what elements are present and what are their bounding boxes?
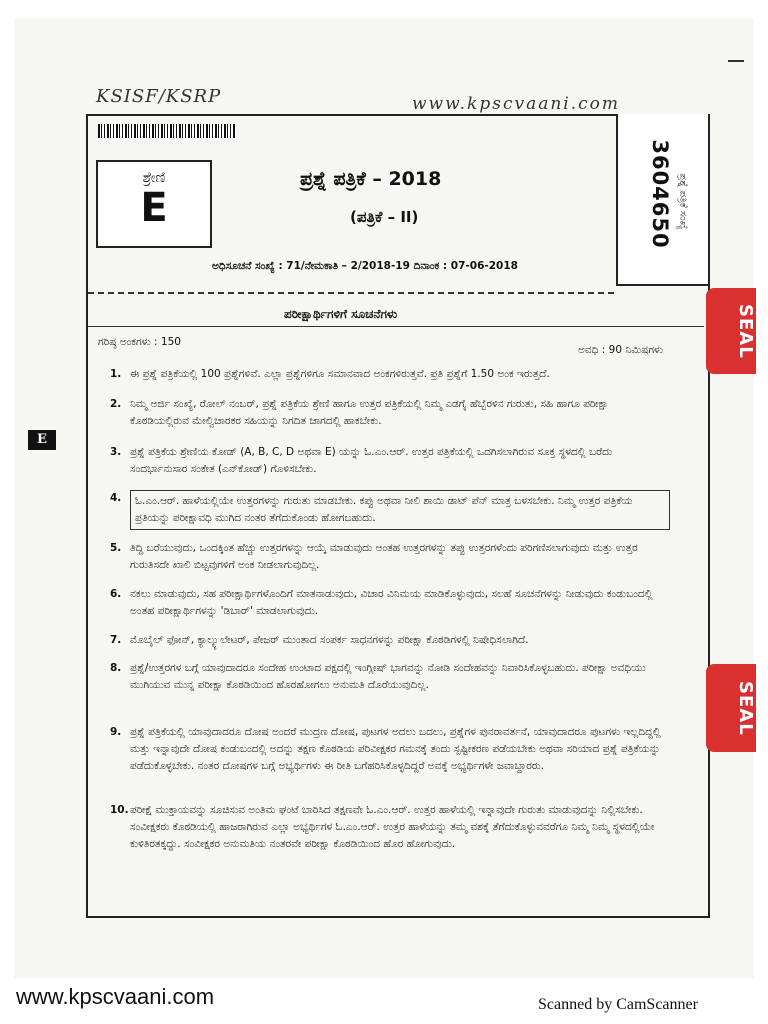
instruction-item xyxy=(110,444,670,478)
instruction-item xyxy=(110,802,670,853)
instruction-number: 1. xyxy=(110,368,122,380)
instruction-number: 9. xyxy=(110,726,122,738)
instruction-text: ಪ್ರಶ್ನೆ ಪತ್ರಿಕೆಯ ಶ್ರೇಣಿಯ ಕೋಡ್ (A, B, C, D ಅಥವಾ E) ಯನ್ನು ಓ.ಎಂ.ಆರ್. ಉತ್ತರ ಪತ್ರಿಕೆಯಲ್ಲಿ ಒದಗಿಸಲಾಗಿರುವ ಸೂಕ್ತ ಸ್ಥಳದಲ್ಲಿ ಬರೆದು ಸಂದರ್ಭಾನುಸಾರ ಸಂಕೇತ (ಎನ್‌ಕೋಡ್) ಗೊಳಿಸಬೇಕು. xyxy=(130,446,613,475)
instruction-item xyxy=(110,586,670,620)
instruction-text: ಪ್ರಶ್ನೆ/ಉತ್ತರಗಳ ಬಗ್ಗೆ ಯಾವುದಾದರೂ ಸಂದೇಹ ಉಂಟಾದ ಪಕ್ಷದಲ್ಲಿ ಇಂಗ್ಲೀಷ್ ಭಾಗವನ್ನು ನೋಡಿ ಸಂದೇಹವನ್ನು ನಿವಾರಿಸಿಕೊಳ್ಳಬಹುದು. ಪರೀಕ್ಷಾ ಅವಧಿಯು ಮುಗಿಯುವ ಮುನ್ನ ಪರೀಕ್ಷಾ ಕೊಠಡಿಯಿಂದ ಹೊರಹೋಗಲು ಅನುಮತಿ ದೊರೆಯುವುದಿಲ್ಲ. xyxy=(130,662,646,691)
duration: ಅವಧಿ : 90 ನಿಮಿಷಗಳು xyxy=(578,344,664,356)
instruction-number: 4. xyxy=(110,492,122,504)
booklet-number-label: ಪ್ರಶ್ನೆ ಪತ್ರಿಕೆ ಸಂಖ್ಯೆ xyxy=(677,173,689,230)
instruction-text: ಮೊಬೈಲ್ ಫೋನ್, ಕ್ಯಾಲ್ಕ್ಯುಲೇಟರ್, ಪೇಜರ್ ಮುಂತಾದ ಸಂಪರ್ಕ ಸಾಧನಗಳನ್ನು ಪರೀಕ್ಷಾ ಕೊಠಡಿಗಳಲ್ಲಿ ನಿಷೇಧಿಸಲಾಗಿದೆ. xyxy=(130,634,529,646)
instruction-text: ತಿದ್ದಿ ಬರೆಯುವುದು, ಒಂದಕ್ಕಿಂತ ಹೆಚ್ಚು ಉತ್ತರಗಳನ್ನು ಆಯ್ಕೆ ಮಾಡುವುದು ಅಂತಹ ಉತ್ತರಗಳನ್ನು ತಪ್ಪು ಉತ್ತರಗಳೆಂದು ಪರಿಗಣಿಸಲಾಗುವುದು ಮತ್ತು ಉತ್ತರ ಗುರುತಿಸದೇ ಖಾಲಿ ಬಿಟ್ಟವುಗಳಿಗೆ ಅಂಕ ನೀಡಲಾಗುವುದಿಲ್ಲ. xyxy=(130,542,638,571)
total-marks: ಗರಿಷ್ಠ ಅಂಕಗಳು : 150 xyxy=(98,336,181,348)
booklet-number: 3604650 xyxy=(648,139,672,249)
instruction-number: 7. xyxy=(110,634,122,646)
instruction-text: ಓ.ಎಂ.ಆರ್. ಹಾಳೆಯಲ್ಲಿಯೇ ಉತ್ತರಗಳನ್ನು ಗುರುತು ಮಾಡಬೇಕು. ಕಪ್ಪು ಅಥವಾ ನೀಲಿ ಶಾಯಿ ಡಾಟ್ ಪೆನ್ ಮಾತ್ರ ಬಳಸಬೇಕು. ನಿಮ್ಮ ಉತ್ತರ ಪತ್ರಿಕೆಯ ಪ್ರತಿಯನ್ನು ಪರೀಕ್ಷಾವಧಿ ಮುಗಿದ ನಂತರ ತೆಗೆದುಕೊಂಡು ಹೋಗಬಹುದು. xyxy=(130,490,670,530)
instruction-item xyxy=(110,632,670,649)
seal-tab-top: SEAL xyxy=(706,288,756,374)
instruction-text: ಈ ಪ್ರಶ್ನೆ ಪತ್ರಿಕೆಯಲ್ಲಿ 100 ಪ್ರಶ್ನೆಗಳಿವೆ. ಎಲ್ಲಾ ಪ್ರಶ್ನೆಗಳಿಗೂ ಸಮಾನವಾದ ಅಂಕಗಳಿರುತ್ತವೆ. ಪ್ರತಿ ಪ್ರಶ್ನೆಗೆ 1.50 ಅಂಕ ಇರುತ್ತದೆ. xyxy=(130,368,550,380)
instruction-item xyxy=(110,366,670,383)
instruction-item xyxy=(110,396,670,430)
instructions-heading: ಪರೀಕ್ಷಾರ್ಥಿಗಳಿಗೆ ಸೂಚನೆಗಳು xyxy=(284,307,398,321)
seal-tab-bottom: SEAL xyxy=(706,664,756,752)
series-label: ಶ್ರೇಣಿ xyxy=(142,170,166,186)
instruction-item xyxy=(110,490,670,530)
instruction-text: ನಕಲು ಮಾಡುವುದು, ಸಹ ಪರೀಕ್ಷಾರ್ಥಿಗಳೊಂದಿಗೆ ಮಾತನಾಡುವುದು, ವಿಚಾರ ವಿನಿಮಯ ಮಾಡಿಕೊಳ್ಳುವುದು, ಸಲಹೆ ಸೂಚನೆಗಳನ್ನು ನೀಡುವುದು ಕಂಡುಬಂದಲ್ಲಿ ಅಂತಹ ಪರೀಕ್ಷಾರ್ಥಿಗಳನ್ನು 'ಡಿಬಾರ್' ಮಾಡಲಾಗುವುದು. xyxy=(130,588,653,617)
instruction-number: 5. xyxy=(110,542,122,554)
dashed-divider xyxy=(88,292,614,294)
instruction-number: 2. xyxy=(110,398,122,410)
instruction-number: 8. xyxy=(110,662,122,674)
instruction-number: 10. xyxy=(110,804,129,816)
series-letter: E xyxy=(140,185,168,231)
instruction-item xyxy=(110,540,670,574)
paper-subtitle: (ಪತ್ರಿಕೆ – II) xyxy=(350,208,419,226)
series-box xyxy=(96,160,212,248)
instruction-item xyxy=(110,724,670,775)
instruction-text: ನಿಮ್ಮ ಅರ್ಜಿ ಸಂಖ್ಯೆ, ರೋಲ್ ನಂಬರ್, ಪ್ರಶ್ನೆ ಪತ್ರಿಕೆಯ ಶ್ರೇಣಿ ಹಾಗೂ ಉತ್ತರ ಪತ್ರಿಕೆಯಲ್ಲಿ ನಿಮ್ಮ ಎಡಗೈ ಹೆಬ್ಬೆರಳಿನ ಗುರುತು, ಸಹಿ ಹಾಗೂ ಪರೀಕ್ಷಾ ಕೊಠಡಿಯಲ್ಲಿರುವ ಮೇಲ್ವಿಚಾರಕರ ಸಹಿಯನ್ನು ನಿಗದಿತ ಜಾಗದಲ್ಲಿ ಹಾಕಬೇಕು. xyxy=(130,398,609,427)
instruction-number: 3. xyxy=(110,446,122,458)
barcode xyxy=(98,124,236,138)
heading-rule xyxy=(88,326,704,327)
instruction-text: ಪ್ರಶ್ನೆ ಪತ್ರಿಕೆಯಲ್ಲಿ ಯಾವುದಾದರೂ ದೋಷ ಅಂದರೆ ಮುದ್ರಣ ದೋಷ, ಪುಟಗಳ ಅದಲು ಬದಲು, ಪ್ರಶ್ನೆಗಳ ಪುನರಾವರ್ತನೆ, ಯಾವುದಾದರೂ ಪುಟಗಳು ಇಲ್ಲದಿದ್ದಲ್ಲಿ ಮತ್ತು ಇನ್ನಾವುದೇ ದೋಷ ಕಂಡುಬಂದಲ್ಲಿ ಅದನ್ನು ತಕ್ಷಣ ಕೊಠಡಿಯ ಪರಿವೀಕ್ಷಕರ ಗಮನಕ್ಕೆ ತಂದು ಸ್ಪಷ್ಟೀಕರಣ ಪಡೆಯಬೇಕು ಅಥವಾ ಸರಿಯಾದ ಪ್ರಶ್ನೆ ಪತ್ರಿಕೆಯನ್ನು ಪಡೆದುಕೊಳ್ಳಬೇಕು. ನಂತರ ದೋಷಗಳ ಬಗ್ಗೆ ಅಭ್ಯರ್ಥಿಗಳು ಈ ರೀತಿ ಬಗೆಹರಿಸಿಕೊಳ್ಳದಿದ್ದರೆ ಅವಕ್ಕೆ ಅಭ್ಯರ್ಥಿಗಳೇ ಜವಾಬ್ದಾರರು. xyxy=(130,726,661,772)
series-side-marker: E xyxy=(28,430,56,450)
margin-mark xyxy=(728,60,744,62)
notification-line: ಅಧಿಸೂಚನೆ ಸಂಖ್ಯೆ : 71/ನೇಮಕಾತಿ – 2/2018-19 ದಿನಾಂಕ : 07-06-2018 xyxy=(212,260,518,272)
instruction-item xyxy=(110,660,670,694)
footer-website: www.kpscvaani.com xyxy=(16,984,215,1009)
instruction-number: 6. xyxy=(110,588,122,600)
paper-title: ಪ್ರಶ್ನೆ ಪತ್ರಿಕೆ – 2018 xyxy=(300,168,442,190)
footer-scanner-credit: Scanned by CamScanner xyxy=(538,996,698,1013)
handwritten-website: www.kpscvaani.com xyxy=(412,94,621,114)
handwritten-exam-code: KSISF/KSRP xyxy=(96,86,222,107)
instruction-text: ಪರೀಕ್ಷೆ ಮುಕ್ತಾಯವನ್ನು ಸೂಚಿಸುವ ಅಂತಿಮ ಘಂಟೆ ಬಾರಿಸಿದ ತಕ್ಷಣವೇ ಓ.ಎಂ.ಆರ್. ಉತ್ತರ ಹಾಳೆಯಲ್ಲಿ ಇನ್ನಾವುದೇ ಗುರುತು ಮಾಡುವುದನ್ನು ನಿಲ್ಲಿಸಬೇಕು. ಸಂವೀಕ್ಷಕರು ಕೊಠಡಿಯಲ್ಲಿ ಹಾಜರಾಗಿರುವ ಎಲ್ಲಾ ಅಭ್ಯರ್ಥಿಗಳ ಓ.ಎಂ.ಆರ್. ಉತ್ತರ ಹಾಳೆಯನ್ನು ತಮ್ಮ ವಶಕ್ಕೆ ತೆಗೆದುಕೊಳ್ಳುವವರೆಗೂ ನಿಮ್ಮ ನಿಮ್ಮ ಸ್ಥಳದಲ್ಲಿಯೇ ಕುಳಿತಿರತಕ್ಕದ್ದು. ಸಂವೀಕ್ಷಕರ ಅನುಮತಿಯ ನಂತರವೇ ಪರೀಕ್ಷಾ ಕೊಠಡಿಯಿಂದ ಹೊರ ಹೋಗುವುದು. xyxy=(130,804,655,850)
